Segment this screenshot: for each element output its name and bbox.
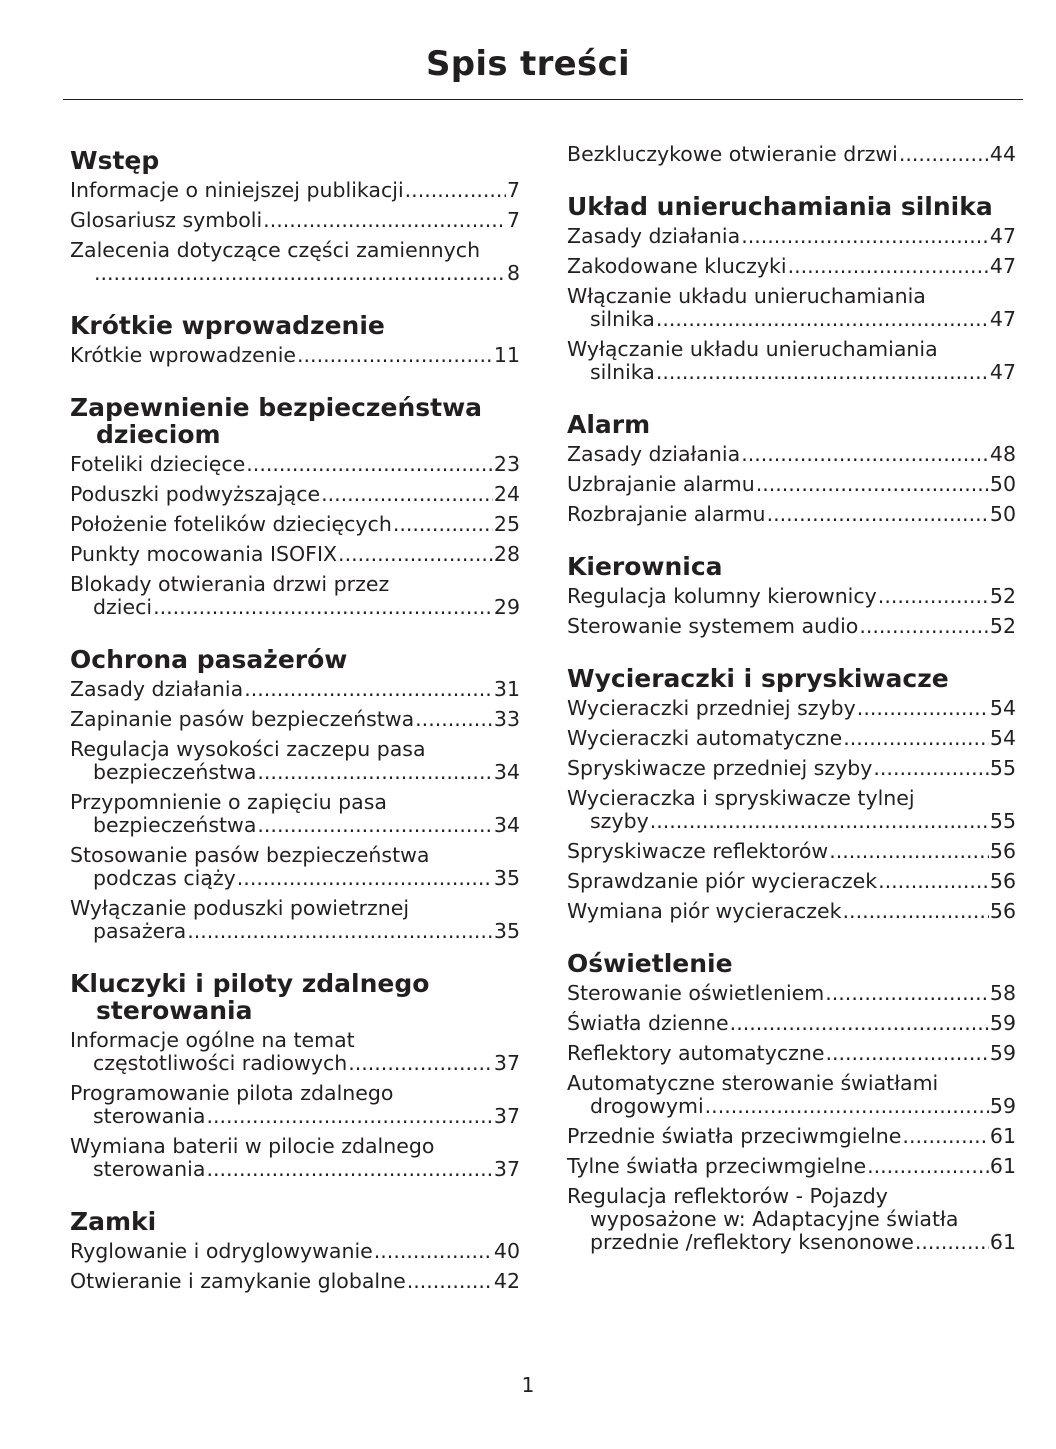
toc-entry-text: drogowymi xyxy=(590,1094,704,1118)
section-heading-wycieraczki-i-spryskiwacze: Wycieraczki i spryskiwacze xyxy=(567,664,949,693)
dot-leader xyxy=(405,179,506,202)
toc-entry-text: Zapinanie pasów bezpieczeństwa xyxy=(70,707,415,731)
toc-entry-text: Poduszki podwyższające xyxy=(70,482,321,506)
toc-entry[interactable] xyxy=(567,1125,1016,1148)
toc-page-number: 35 xyxy=(493,919,520,943)
toc-entry-text: Wyłączanie poduszki powietrznej xyxy=(70,896,410,920)
dot-leader xyxy=(829,840,989,863)
toc-entry[interactable] xyxy=(567,285,1016,331)
toc-entry-text: silnika xyxy=(590,307,655,331)
toc-page-number: 37 xyxy=(493,1157,520,1181)
toc-page-number: 8 xyxy=(506,261,520,285)
toc-section xyxy=(70,966,520,1181)
toc-entry[interactable] xyxy=(567,1042,1016,1065)
toc-page-number: 61 xyxy=(989,1124,1016,1148)
toc-entry-text: silnika xyxy=(590,360,655,384)
toc-entry-text: Wycieraczka i spryskiwacze tylnej xyxy=(567,786,915,810)
toc-entry[interactable] xyxy=(567,473,1016,496)
toc-page-number: 42 xyxy=(493,1269,520,1293)
toc-page-number: 54 xyxy=(989,696,1016,720)
toc-entry[interactable] xyxy=(567,1012,1016,1035)
page-number: 1 xyxy=(521,1373,535,1397)
toc-entry-text: Wycieraczki automatyczne xyxy=(567,726,843,750)
toc-entry[interactable] xyxy=(567,787,1016,833)
dot-leader xyxy=(825,982,989,1005)
toc-entry-text: podczas ciąży xyxy=(93,866,236,890)
dot-leader xyxy=(756,473,989,496)
toc-entry[interactable] xyxy=(70,738,520,784)
toc-section xyxy=(567,143,1016,166)
toc-right-column xyxy=(567,143,1016,1277)
dot-leader xyxy=(263,209,506,232)
toc-section xyxy=(70,308,520,367)
toc-entry-text: Tylne światła przeciwmgielne xyxy=(567,1154,867,1178)
toc-page-number: 54 xyxy=(989,726,1016,750)
toc-page-number: 56 xyxy=(989,839,1016,863)
toc-entry-text: Wymiana baterii w pilocie zdalnego xyxy=(70,1134,435,1158)
section-heading-kluczyki-i-piloty-zdalnego-sterowania: Kluczyki i piloty zdalnego sterowania xyxy=(70,969,430,1025)
toc-entry[interactable] xyxy=(567,225,1016,248)
toc-entry[interactable] xyxy=(70,513,520,536)
toc-entry-text: sterowania xyxy=(93,1157,206,1181)
toc-page-number: 52 xyxy=(989,584,1016,608)
toc-entry-text: Regulacja reflektorów - Pojazdy xyxy=(567,1184,888,1208)
dot-leader xyxy=(741,225,989,248)
toc-entry[interactable] xyxy=(567,727,1016,750)
dot-leader xyxy=(206,1158,492,1181)
toc-page-number: 56 xyxy=(989,899,1016,923)
toc-entry[interactable] xyxy=(567,1072,1016,1118)
toc-entry-text: pasażera xyxy=(93,919,187,943)
page-title: Spis treści xyxy=(426,44,630,84)
toc-entry-text: Krótkie wprowadzenie xyxy=(70,343,297,367)
section-heading-kierownica: Kierownica xyxy=(567,552,723,581)
toc-page-number: 7 xyxy=(506,208,520,232)
toc-entry-text: Bezkluczykowe otwieranie drzwi xyxy=(567,142,898,166)
toc-entry-text: sterowania xyxy=(93,1104,206,1128)
toc-entry[interactable] xyxy=(70,239,520,285)
toc-entry[interactable] xyxy=(567,338,1016,384)
toc-entry[interactable] xyxy=(70,1135,520,1181)
section-heading-wstep: Wstęp xyxy=(70,146,160,175)
toc-page-number: 7 xyxy=(506,178,520,202)
dot-leader xyxy=(859,615,989,638)
dot-leader xyxy=(374,1240,493,1263)
toc-entry[interactable] xyxy=(567,615,1016,638)
toc-entry[interactable] xyxy=(567,585,1016,608)
toc-entry-text: Wyłączanie układu unieruchamiania xyxy=(567,337,938,361)
section-heading-ochrona-pasazerow: Ochrona pasażerów xyxy=(70,645,348,674)
dot-leader xyxy=(407,1270,493,1293)
toc-entry[interactable] xyxy=(567,1185,1016,1254)
toc-entry-text: Stosowanie pasów bezpieczeństwa xyxy=(70,843,430,867)
toc-entry-text: Sterowanie oświetleniem xyxy=(567,981,825,1005)
dot-leader xyxy=(788,255,989,278)
toc-entry-text: bezpieczeństwa xyxy=(93,813,257,837)
dot-leader xyxy=(348,1052,493,1075)
toc-page-number: 61 xyxy=(989,1230,1016,1254)
dot-leader xyxy=(415,708,493,731)
toc-page-number: 59 xyxy=(989,1094,1016,1118)
toc-entry[interactable] xyxy=(567,900,1016,923)
dot-leader xyxy=(899,143,989,166)
toc-page-number: 59 xyxy=(989,1041,1016,1065)
dot-leader xyxy=(237,867,493,890)
toc-page-number: 33 xyxy=(493,707,520,731)
toc-entry[interactable] xyxy=(567,503,1016,526)
section-heading-zapewnienie-bezpieczenstwa-dzieciom: Zapewnienie bezpieczeństwa dzieciom xyxy=(70,393,483,449)
toc-section xyxy=(567,661,1016,923)
toc-page-number: 23 xyxy=(493,452,520,476)
toc-entry-text: dzieci xyxy=(93,595,153,619)
toc-entry[interactable] xyxy=(70,453,520,476)
toc-page-number: 37 xyxy=(493,1104,520,1128)
title-divider xyxy=(63,99,1023,100)
dot-leader xyxy=(656,361,989,384)
toc-page-number: 47 xyxy=(989,307,1016,331)
toc-entry-text: Zakodowane kluczyki xyxy=(567,254,787,278)
toc-entry-text: Blokady otwierania drzwi przez xyxy=(70,572,390,596)
toc-entry[interactable] xyxy=(70,791,520,837)
toc-section xyxy=(70,642,520,943)
dot-leader xyxy=(902,1125,988,1148)
toc-page-number: 58 xyxy=(989,981,1016,1005)
toc-entry-text: Programowanie pilota zdalnego xyxy=(70,1081,394,1105)
dot-leader xyxy=(297,344,493,367)
dot-leader xyxy=(767,503,989,526)
dot-leader xyxy=(246,453,493,476)
toc-page-number: 34 xyxy=(493,813,520,837)
toc-entry[interactable] xyxy=(70,344,520,367)
section-heading-alarm: Alarm xyxy=(567,410,651,439)
toc-entry-text: Wymiana piór wycieraczek xyxy=(567,899,842,923)
dot-leader xyxy=(705,1095,989,1118)
toc-entry[interactable] xyxy=(70,1029,520,1075)
toc-entry-text: Przednie światła przeciwmgielne xyxy=(567,1124,902,1148)
toc-page-number: 44 xyxy=(989,142,1016,166)
toc-entry[interactable] xyxy=(567,143,1016,166)
toc-entry[interactable] xyxy=(70,483,520,506)
dot-leader xyxy=(867,1155,989,1178)
toc-entry[interactable] xyxy=(567,757,1016,780)
toc-entry-text: Informacje ogólne na temat xyxy=(70,1028,355,1052)
dot-leader xyxy=(741,443,989,466)
dot-leader xyxy=(843,900,989,923)
toc-entry-text: Glosariusz symboli xyxy=(70,208,263,232)
section-heading-krotkie-wprowadzenie: Krótkie wprowadzenie xyxy=(70,311,385,340)
toc-page-number: 47 xyxy=(989,254,1016,278)
toc-entry-text: Otwieranie i zamykanie globalne xyxy=(70,1269,406,1293)
toc-entry-text: Rozbrajanie alarmu xyxy=(567,502,766,526)
dot-leader xyxy=(244,678,493,701)
dot-leader xyxy=(321,483,493,506)
toc-entry[interactable] xyxy=(567,697,1016,720)
toc-entry[interactable] xyxy=(70,897,520,943)
toc-entry-text: bezpieczeństwa xyxy=(93,760,257,784)
section-heading-oswietlenie: Oświetlenie xyxy=(567,949,733,978)
toc-entry-text: Przypomnienie o zapięciu pasa xyxy=(70,790,387,814)
dot-leader xyxy=(656,308,989,331)
toc-entry[interactable] xyxy=(70,543,520,566)
dot-leader xyxy=(153,596,493,619)
toc-entry-text: Punkty mocowania ISOFIX xyxy=(70,542,338,566)
toc-entry[interactable] xyxy=(567,1155,1016,1178)
toc-entry-text: Zalecenia dotyczące części zamiennych xyxy=(70,238,481,262)
toc-entry-text: wyposażone w: Adaptacyjne światła xyxy=(590,1207,959,1231)
toc-page-number: 34 xyxy=(493,760,520,784)
toc-page-number: 50 xyxy=(989,502,1016,526)
toc-entry-text: Ryglowanie i odryglowywanie xyxy=(70,1239,373,1263)
toc-entry[interactable] xyxy=(567,870,1016,893)
dot-leader xyxy=(878,585,989,608)
dot-leader xyxy=(730,1012,989,1035)
section-heading-zamki: Zamki xyxy=(70,1207,157,1236)
toc-entry-text: Automatyczne sterowanie światłami xyxy=(567,1071,939,1095)
dot-leader xyxy=(94,262,506,285)
toc-page-number: 24 xyxy=(493,482,520,506)
toc-page-number: 56 xyxy=(989,869,1016,893)
toc-page-number: 52 xyxy=(989,614,1016,638)
dot-leader xyxy=(257,814,493,837)
toc-page-number: 28 xyxy=(493,542,520,566)
dot-leader xyxy=(873,757,989,780)
dot-leader xyxy=(206,1105,492,1128)
dot-leader xyxy=(825,1042,988,1065)
toc-entry-text: Wycieraczki przedniej szyby xyxy=(567,696,856,720)
toc-entry[interactable] xyxy=(70,1270,520,1293)
toc-entry-text: Spryskiwacze przedniej szyby xyxy=(567,756,873,780)
toc-entry[interactable] xyxy=(567,982,1016,1005)
toc-page-number: 11 xyxy=(493,343,520,367)
toc-page-number: 31 xyxy=(493,677,520,701)
toc-entry-text: Regulacja wysokości zaczepu pasa xyxy=(70,737,426,761)
toc-page-number: 50 xyxy=(989,472,1016,496)
toc-entry[interactable] xyxy=(567,255,1016,278)
dot-leader xyxy=(338,543,493,566)
toc-entry-text: Położenie fotelików dziecięcych xyxy=(70,512,392,536)
toc-entry-text: Sprawdzanie piór wycieraczek xyxy=(567,869,878,893)
dot-leader xyxy=(257,761,493,784)
toc-section xyxy=(567,946,1016,1254)
toc-entry-text: Uzbrajanie alarmu xyxy=(567,472,755,496)
toc-page-number: 35 xyxy=(493,866,520,890)
toc-entry[interactable] xyxy=(567,840,1016,863)
toc-entry-text: Spryskiwacze reflektorów xyxy=(567,839,829,863)
toc-page-number: 48 xyxy=(989,442,1016,466)
toc-entry[interactable] xyxy=(70,844,520,890)
toc-page-number: 61 xyxy=(989,1154,1016,1178)
toc-page-number: 55 xyxy=(989,809,1016,833)
toc-section xyxy=(567,549,1016,638)
toc-entry-text: Zasady działania xyxy=(567,442,741,466)
toc-entry-text: Zasady działania xyxy=(567,224,741,248)
toc-section xyxy=(70,143,520,285)
dot-leader xyxy=(843,727,989,750)
toc-entry[interactable] xyxy=(70,1240,520,1263)
toc-page-number: 47 xyxy=(989,360,1016,384)
toc-entry-text: Foteliki dziecięce xyxy=(70,452,246,476)
dot-leader xyxy=(650,810,989,833)
toc-entry-text: przednie /reflektory ksenonowe xyxy=(590,1230,914,1254)
section-heading-uk-ad-unieruchamiania-silnika: Układ unieruchamiania silnika xyxy=(567,192,993,221)
toc-entry-text: Światła dzienne xyxy=(567,1011,729,1035)
dot-leader xyxy=(393,513,493,536)
toc-entry-text: Regulacja kolumny kierownicy xyxy=(567,584,877,608)
toc-page-number: 29 xyxy=(493,595,520,619)
toc-entry[interactable] xyxy=(70,179,520,202)
toc-entry[interactable] xyxy=(70,209,520,232)
toc-page-number: 47 xyxy=(989,224,1016,248)
toc-entry[interactable] xyxy=(70,678,520,701)
toc-entry[interactable] xyxy=(567,443,1016,466)
toc-entry-text: Sterowanie systemem audio xyxy=(567,614,859,638)
toc-section xyxy=(567,189,1016,384)
toc-entry[interactable] xyxy=(70,1082,520,1128)
dot-leader xyxy=(857,697,989,720)
toc-entry[interactable] xyxy=(70,573,520,619)
toc-section xyxy=(70,1204,520,1293)
toc-section xyxy=(567,407,1016,526)
toc-entry[interactable] xyxy=(70,708,520,731)
toc-page-number: 55 xyxy=(989,756,1016,780)
toc-page-number: 40 xyxy=(493,1239,520,1263)
dot-leader xyxy=(187,920,493,943)
toc-entry-text: Zasady działania xyxy=(70,677,244,701)
toc-page-number: 25 xyxy=(493,512,520,536)
dot-leader xyxy=(878,870,989,893)
toc-page-number: 37 xyxy=(493,1051,520,1075)
toc-entry-text: Włączanie układu unieruchamiania xyxy=(567,284,926,308)
toc-page-number: 59 xyxy=(989,1011,1016,1035)
toc-entry-text: Informacje o niniejszej publikacji xyxy=(70,178,404,202)
toc-entry-text: szyby xyxy=(590,809,649,833)
toc-entry-text: częstotliwości radiowych xyxy=(93,1051,348,1075)
toc-left-column xyxy=(70,143,520,1316)
toc-entry-text: Reflektory automatyczne xyxy=(567,1041,825,1065)
toc-section xyxy=(70,390,520,619)
dot-leader xyxy=(915,1231,989,1254)
